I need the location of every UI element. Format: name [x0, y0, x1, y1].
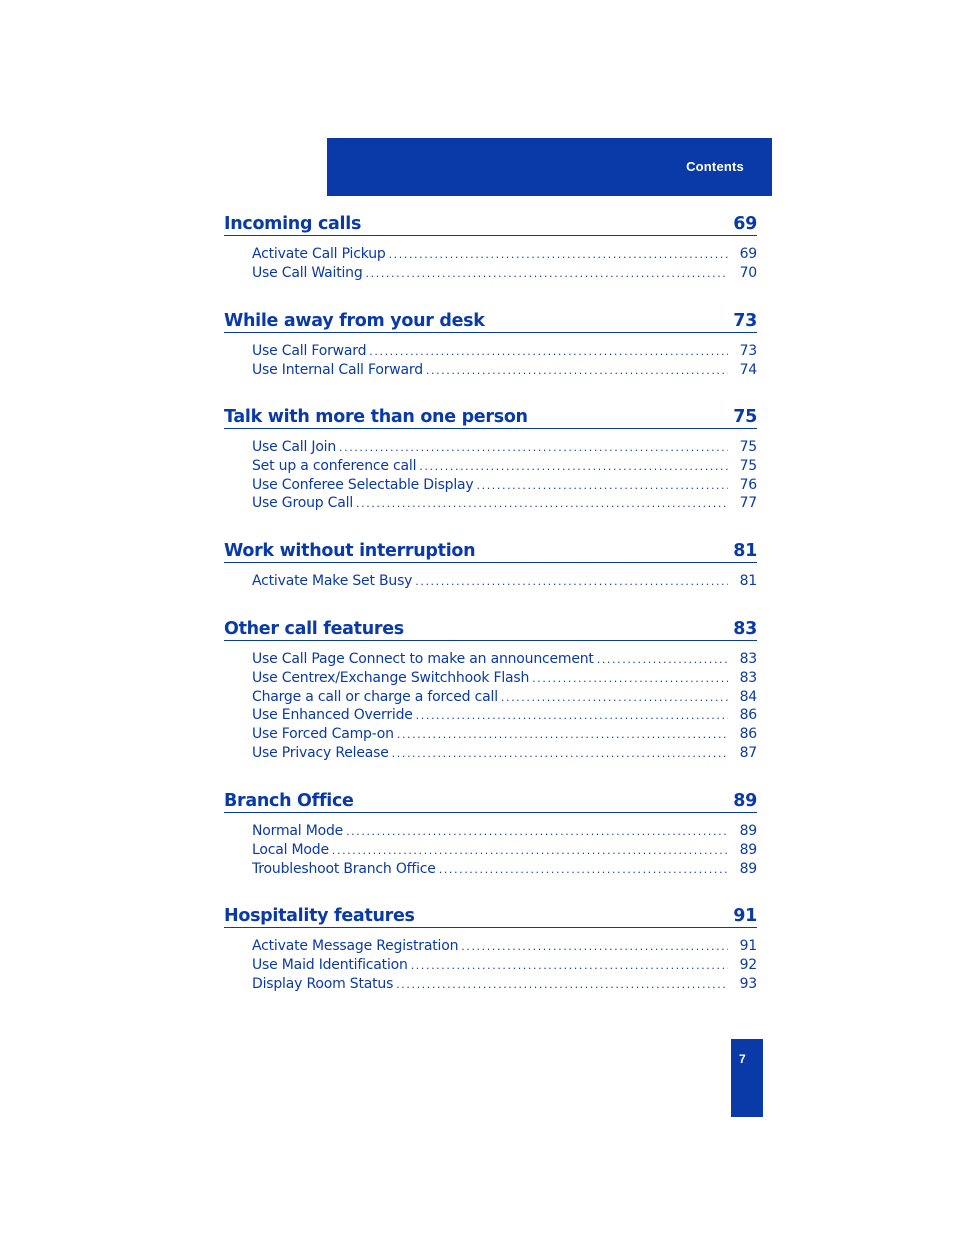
table-of-contents [224, 205, 757, 1007]
toc-entry[interactable] [252, 477, 757, 496]
toc-entry[interactable] [252, 651, 757, 670]
entry-page-number: 86 [739, 707, 757, 724]
entry-page-number: 92 [739, 956, 757, 973]
toc-entry[interactable] [252, 265, 757, 284]
toc-section [224, 398, 757, 532]
toc-entry[interactable] [252, 458, 757, 477]
entry-label: Use Call Forward [252, 343, 367, 359]
dot-leader [392, 747, 728, 760]
entry-label: Charge a call or charge a forced call [252, 688, 498, 705]
toc-entry[interactable] [252, 976, 757, 995]
section-entries [224, 928, 757, 994]
entry-page-number: 87 [739, 744, 757, 761]
entry-label: Normal Mode [252, 823, 344, 839]
entry-label: Use Internal Call Forward [252, 361, 423, 378]
section-entries [224, 429, 757, 514]
toc-section [224, 302, 757, 398]
dot-leader [411, 959, 728, 972]
entry-label: Use Call Join [252, 439, 337, 455]
entry-page-number: 74 [739, 361, 757, 378]
entry-page-number: 93 [739, 975, 757, 992]
dot-leader [389, 248, 728, 261]
page-number-tab [731, 1039, 763, 1117]
contents-header-label: Contents [686, 159, 744, 174]
section-heading-link[interactable] [224, 302, 757, 333]
toc-section [224, 897, 757, 1007]
toc-entry[interactable] [252, 246, 757, 265]
dot-leader [461, 940, 728, 953]
toc-entry[interactable] [252, 670, 757, 689]
toc-entry[interactable] [252, 689, 757, 708]
entry-page-number: 89 [739, 860, 757, 877]
section-entries [224, 236, 757, 284]
section-entries [224, 813, 757, 879]
page-number: 7 [739, 1052, 746, 1066]
toc-entry[interactable] [252, 343, 757, 362]
toc-entry[interactable] [252, 957, 757, 976]
entry-page-number: 81 [739, 573, 757, 589]
section-page-number: 81 [733, 541, 757, 561]
toc-entry[interactable] [252, 823, 757, 842]
section-page-number: 73 [733, 311, 757, 331]
entry-page-number: 73 [739, 343, 757, 359]
entry-label: Use Centrex/Exchange Switchhook Flash [252, 669, 530, 686]
section-title: Other call features [224, 619, 404, 639]
section-heading-link[interactable] [224, 532, 757, 563]
dot-leader [396, 978, 728, 991]
section-title: Hospitality features [224, 906, 415, 926]
entry-page-number: 84 [739, 688, 757, 705]
dot-leader [339, 441, 728, 454]
toc-entry[interactable] [252, 439, 757, 458]
dot-leader [415, 575, 728, 588]
entry-label: Use Conferee Selectable Display [252, 476, 474, 493]
section-entries [224, 333, 757, 381]
section-page-number: 89 [733, 791, 757, 811]
entry-page-number: 83 [739, 651, 757, 667]
toc-entry[interactable] [252, 861, 757, 880]
entry-label: Use Forced Camp-on [252, 726, 394, 743]
toc-section [224, 532, 757, 610]
section-title: Branch Office [224, 791, 354, 811]
section-heading-link[interactable] [224, 398, 757, 429]
toc-entry[interactable] [252, 726, 757, 745]
toc-entry[interactable] [252, 707, 757, 726]
section-heading-link[interactable] [224, 897, 757, 928]
section-title: Incoming calls [224, 214, 362, 234]
dot-leader [477, 479, 729, 492]
entry-label: Use Privacy Release [252, 744, 389, 761]
entry-page-number: 70 [739, 264, 757, 281]
dot-leader [369, 345, 728, 358]
section-title: While away from your desk [224, 311, 485, 331]
dot-leader [397, 728, 728, 741]
section-entries [224, 563, 757, 592]
entry-label: Display Room Status [252, 975, 394, 992]
toc-entry[interactable] [252, 938, 757, 957]
section-entries [224, 641, 757, 764]
entry-page-number: 89 [739, 841, 757, 858]
section-heading-link[interactable] [224, 782, 757, 813]
dot-leader [416, 709, 728, 722]
toc-entry[interactable] [252, 573, 757, 592]
entry-page-number: 76 [739, 476, 757, 493]
dot-leader [346, 825, 728, 838]
toc-section [224, 610, 757, 782]
section-title: Talk with more than one person [224, 407, 528, 427]
dot-leader [366, 267, 728, 280]
entry-page-number: 91 [739, 938, 757, 954]
entry-label: Use Call Waiting [252, 264, 363, 281]
dot-leader [532, 672, 728, 685]
entry-page-number: 69 [739, 246, 757, 262]
section-title: Work without interruption [224, 541, 476, 561]
toc-entry[interactable] [252, 495, 757, 514]
contents-header-bar [327, 138, 772, 196]
entry-label: Set up a conference call [252, 457, 417, 474]
toc-section [224, 205, 757, 302]
entry-label: Use Enhanced Override [252, 707, 413, 724]
toc-entry[interactable] [252, 842, 757, 861]
entry-label: Use Maid Identification [252, 956, 408, 973]
entry-label: Activate Message Registration [252, 938, 459, 954]
entry-label: Activate Make Set Busy [252, 573, 413, 589]
section-heading-link[interactable] [224, 205, 757, 236]
section-page-number: 75 [733, 407, 757, 427]
dot-leader [426, 364, 728, 377]
section-page-number: 91 [733, 906, 757, 926]
entry-page-number: 77 [739, 495, 757, 512]
entry-label: Troubleshoot Branch Office [252, 860, 436, 877]
entry-page-number: 89 [739, 823, 757, 839]
section-page-number: 83 [733, 619, 757, 639]
entry-label: Activate Call Pickup [252, 246, 386, 262]
dot-leader [597, 653, 728, 666]
section-page-number: 69 [733, 214, 757, 234]
section-heading-link[interactable] [224, 610, 757, 641]
toc-entry[interactable] [252, 745, 757, 764]
entry-label: Local Mode [252, 841, 329, 858]
entry-page-number: 83 [739, 669, 757, 686]
dot-leader [439, 863, 728, 876]
toc-entry[interactable] [252, 362, 757, 381]
entry-label: Use Call Page Connect to make an announcement [252, 651, 594, 667]
entry-label: Use Group Call [252, 495, 354, 512]
dot-leader [332, 844, 728, 857]
toc-section [224, 782, 757, 897]
dot-leader [419, 460, 728, 473]
dot-leader [356, 497, 728, 510]
entry-page-number: 75 [739, 439, 757, 455]
entry-page-number: 75 [739, 457, 757, 474]
dot-leader [501, 691, 728, 704]
entry-page-number: 86 [739, 726, 757, 743]
